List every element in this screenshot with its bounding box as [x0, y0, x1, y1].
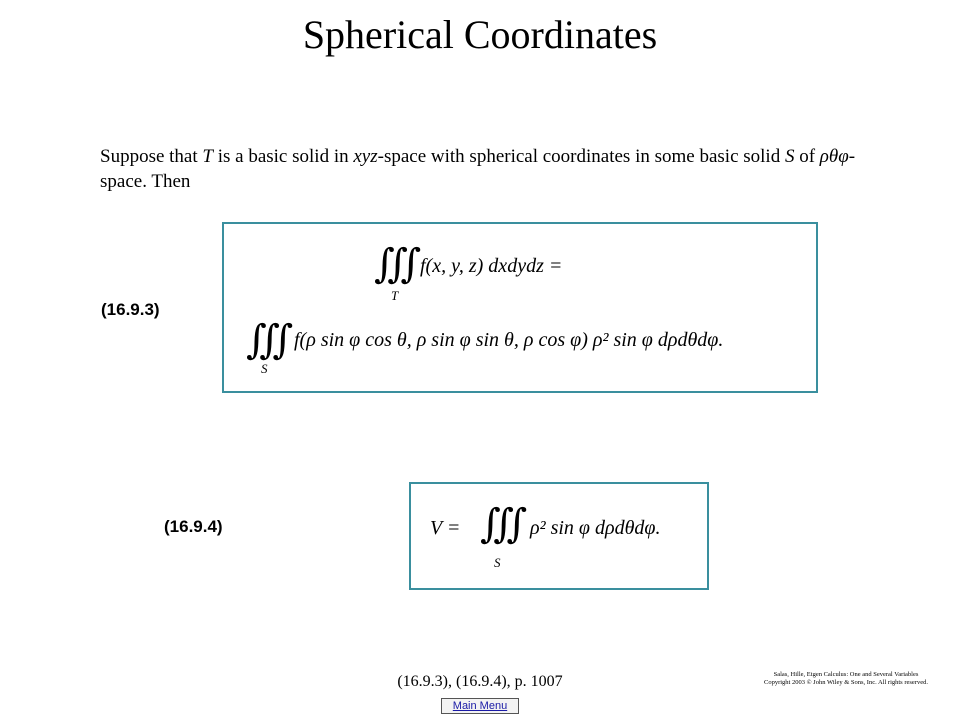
integral-subscript-S: S — [261, 361, 268, 376]
intro-text-2: is a basic solid in — [212, 146, 354, 167]
page-reference-caption: (16.9.3), (16.9.4), p. 1007 — [397, 673, 563, 690]
equation-16-9-4-lhs: V = — [430, 517, 461, 539]
intro-text-3: -space with spherical coordinates in some basic solid — [377, 146, 785, 167]
intro-var-T: T — [202, 146, 213, 167]
intro-var-rho-theta-phi: ρθφ — [819, 146, 849, 167]
triple-integral-symbol: ∭ — [246, 317, 284, 363]
intro-text-5: -space. Then — [100, 146, 856, 192]
integral-subscript-T: T — [391, 288, 399, 303]
intro-var-S: S — [784, 146, 795, 167]
main-menu-button[interactable]: Main Menu — [441, 698, 519, 714]
triple-integral-symbol: ∭ — [480, 501, 518, 547]
intro-var-xyz: xyz — [353, 146, 378, 167]
equation-16-9-4-rhs: ρ² sin φ dρdθdφ. — [530, 517, 661, 539]
intro-text-1: Suppose that — [100, 146, 203, 167]
copyright-notice — [740, 671, 952, 687]
equation-16-9-3-line2: f(ρ sin φ cos θ, ρ sin φ sin θ, ρ cos φ) ρ² sin φ dρdθdφ. — [294, 329, 724, 351]
triple-integral-symbol: ∭ — [374, 241, 412, 287]
integral-subscript-S: S — [494, 555, 501, 570]
equation-16-9-3-line1: f(x, y, z) dxdydz = — [420, 255, 563, 277]
equation-box-16-9-3 — [222, 222, 818, 393]
intro-paragraph — [100, 144, 890, 194]
equation-number-16-9-3: (16.9.3) — [101, 300, 160, 319]
copyright-line-2: Copyright 2003 © John Wiley & Sons, Inc. All rights reserved. — [764, 679, 928, 686]
slide-title: Spherical Coordinates — [302, 12, 658, 57]
intro-text-4: of — [794, 146, 820, 167]
copyright-line-1: Salas, Hille, Etgen Calculus: One and Several Variables — [773, 671, 919, 678]
equation-number-16-9-4: (16.9.4) — [164, 517, 223, 536]
